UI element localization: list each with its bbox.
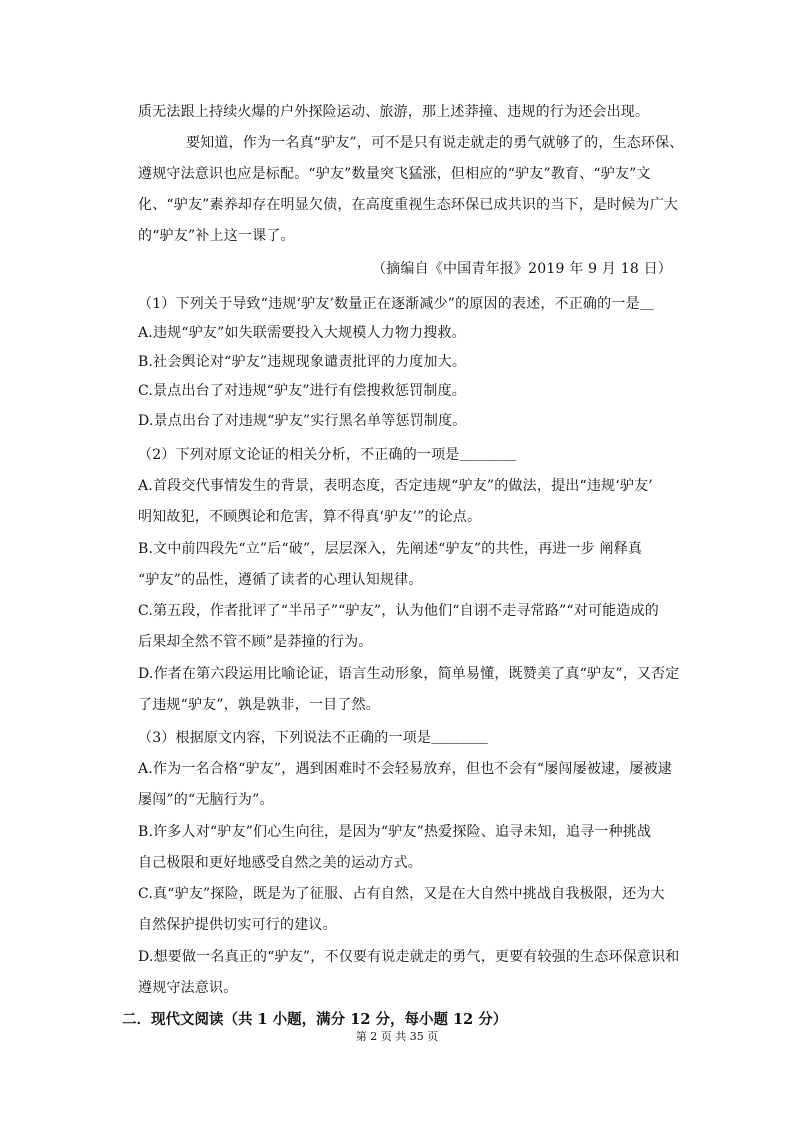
question-1-option-c: C.景点出台了对违规“驴友”进行有偿搜救惩罚制度。 xyxy=(138,383,466,399)
article-paragraph-line: 质无法跟上持续火爆的户外探险运动、旅游，那上述莽撞、违规的行为还会出现。 xyxy=(138,104,650,120)
article-paragraph-line: 要知道，作为一名真“驴友”，可不是只有说走就走的勇气就够了的，生态环保、 xyxy=(186,135,684,151)
question-3-option-a-cont: 屡闯”的“无脑行为”。 xyxy=(138,792,274,808)
question-3-option-b-cont: 自己极限和更好地感受自然之美的运动方式。 xyxy=(138,855,422,871)
question-3-option-d-cont: 遵规守法意识。 xyxy=(138,980,238,996)
article-paragraph-line: 化、“驴友”素养却存在明显欠债，在高度重视生态环保已成共识的当下，是时候为广大 xyxy=(138,197,679,213)
question-3-option-a: A.作为一名合格“驴友”，遇到困难时不会轻易放弃，但也不会有“屡闯屡被逮，屡被逮 xyxy=(138,761,673,777)
question-2-option-d-cont: 了违规“驴友”，孰是孰非，一目了然。 xyxy=(138,697,380,713)
question-2-option-b-cont: “驴友”的品性，遵循了读者的心理认知规律。 xyxy=(138,572,423,588)
question-1-option-b: B.社会舆论对“驴友”违规现象谴责批评的力度加大。 xyxy=(138,354,467,370)
question-3-stem: （3）根据原文内容，下列说法不正确的一项是＿＿＿＿ xyxy=(138,730,488,746)
question-3-option-d: D.想要做一名真正的“驴友”，不仅要有说走就走的勇气，更要有较强的生态环保意识和 xyxy=(138,949,680,965)
question-2-option-a: A.首段交代事情发生的背景，表明态度，否定违规“驴友”的做法，提出“违规‘驴友’ xyxy=(138,478,653,494)
question-2-stem: （2）下列对原文论证的相关分析，不正确的一项是＿＿＿＿ xyxy=(138,447,517,463)
article-paragraph-line: 遵规守法意识也应是标配。“驴友”数量突飞猛涨，但相应的“驴友”教育、“驴友”文 xyxy=(138,166,651,182)
question-3-option-c-cont: 自然保护提供切实可行的建议。 xyxy=(138,917,337,933)
article-source: （摘编自《中国青年报》2019 年 9 月 18 日） xyxy=(371,261,672,277)
article-paragraph-line: 的“驴友”补上这一课了。 xyxy=(138,228,295,244)
section-heading: 二．现代文阅读（共 1 小题，满分 12 分，每小题 12 分） xyxy=(122,1011,508,1028)
question-1-option-d: D.景点出台了对违规“驴友”实行黑名单等惩罚制度。 xyxy=(138,413,467,429)
question-3-option-c: C.真“驴友”探险，既是为了征服、占有自然，又是在大自然中挑战自我极限，还为大 xyxy=(138,886,665,902)
question-2-option-a-cont: 明知故犯，不顾舆论和危害，算不得真‘驴友’”的论点。 xyxy=(138,509,482,525)
question-3-option-b: B.许多人对“驴友”们心生向往，是因为“驴友”热爱探险、追寻未知，追寻一种挑战 xyxy=(138,824,652,840)
question-2-option-c-cont: 后果却全然不管不顾”是莽撞的行为。 xyxy=(138,634,373,650)
question-2-option-b: B.文中前四段先“立”后“破”，层层深入，先阐述“驴友”的共性，再进一步 阐释真 xyxy=(138,541,643,557)
question-1-stem: （1）下列关于导致“违规‘驴友’数量正在逐渐减少”的原因的表述，不正确的一是＿ xyxy=(138,296,654,312)
question-2-option-c: C.第五段，作者批评了“半吊子”“驴友”，认为他们“自诩不走寻常路”“对可能造成的 xyxy=(138,603,659,619)
page-footer: 第 2 页 共 35 页 xyxy=(355,1030,439,1043)
question-2-option-d: D.作者在第六段运用比喻论证，语言生动形象，简单易懂，既赞美了真“驴友”，又否定 xyxy=(138,666,680,682)
question-1-option-a: A.违规“驴友”如失联需要投入大规模人力物力搜救。 xyxy=(138,325,466,341)
